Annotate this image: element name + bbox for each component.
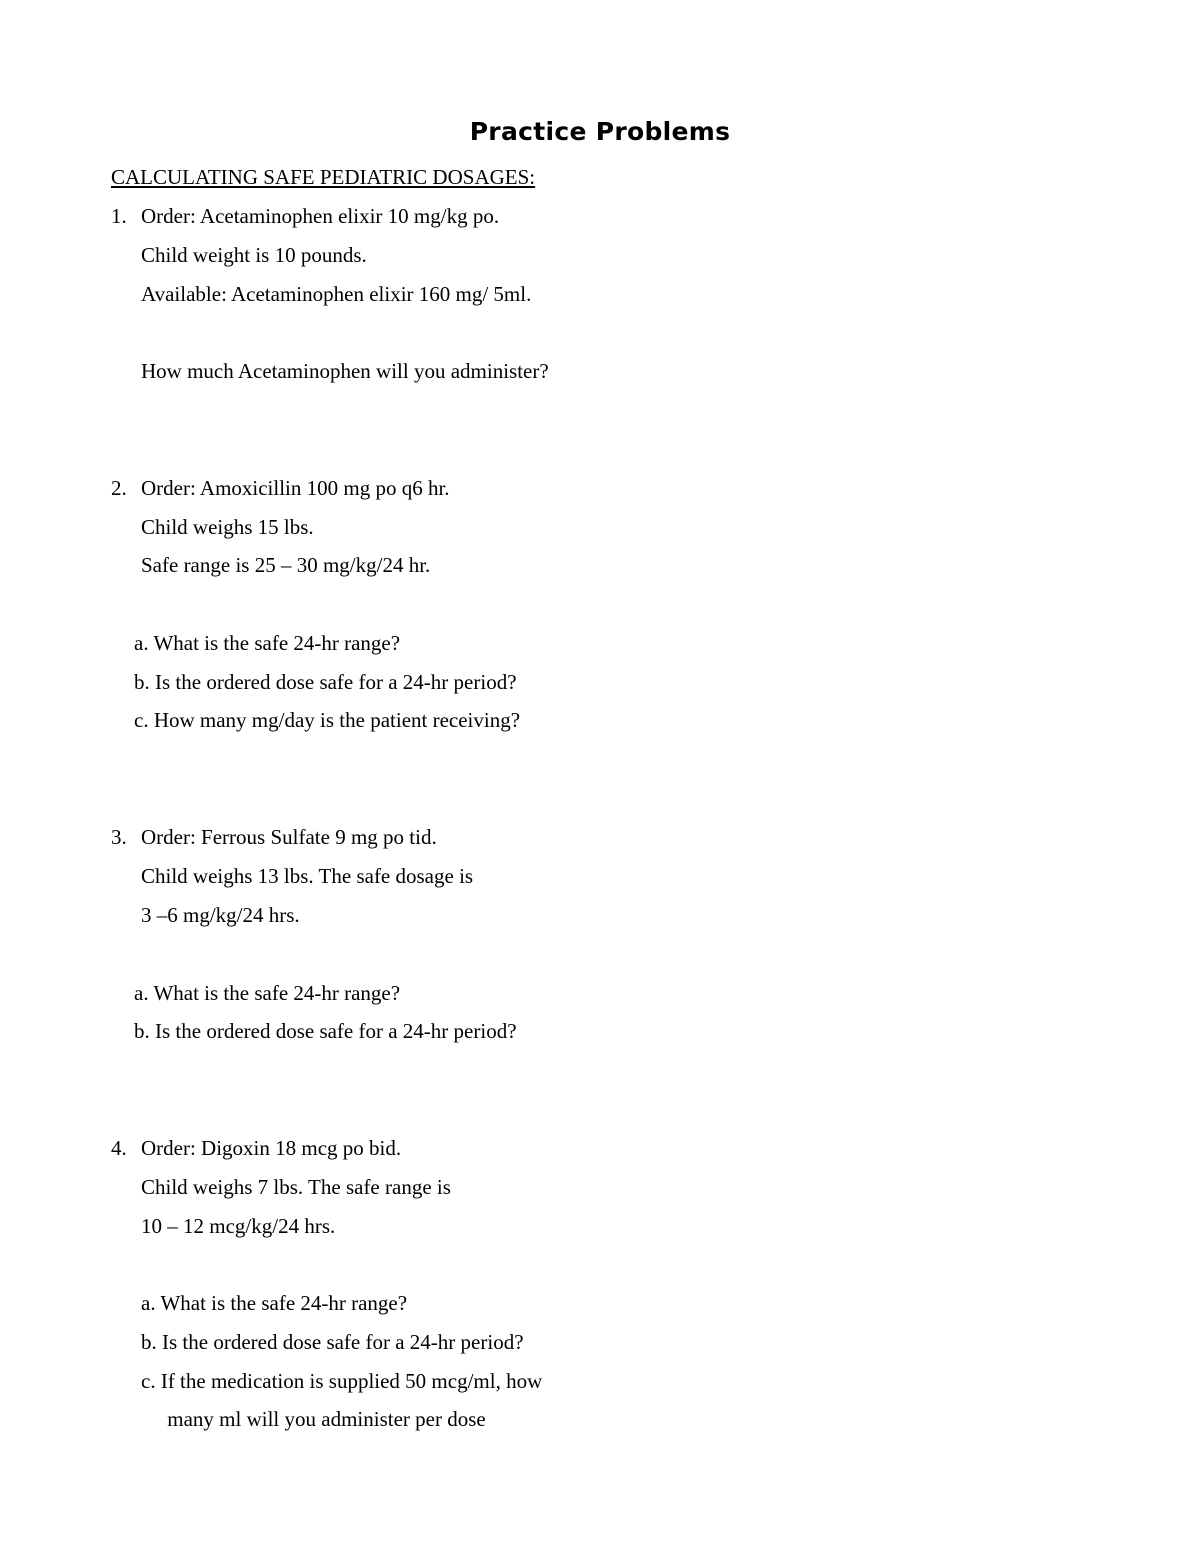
- problem-4-number: 4.: [111, 1136, 127, 1160]
- problem-4-safe-range: 10 – 12 mcg/kg/24 hrs.: [141, 1214, 336, 1238]
- problem-2-weight: Child weighs 15 lbs.: [141, 515, 314, 539]
- problem-1-order: Order: Acetaminophen elixir 10 mg/kg po.: [141, 204, 500, 228]
- problem-4-sub-b: b. Is the ordered dose safe for a 24-hr period?: [141, 1330, 524, 1354]
- problem-4-sub-c-continued: many ml will you administer per dose: [141, 1407, 486, 1431]
- problem-3-sub-b: b. Is the ordered dose safe for a 24-hr period?: [134, 1019, 517, 1043]
- section-heading: CALCULATING SAFE PEDIATRIC DOSAGES:: [111, 165, 536, 189]
- problem-3-number: 3.: [111, 825, 127, 849]
- problem-2-safe-range: Safe range is 25 – 30 mg/kg/24 hr.: [141, 553, 431, 577]
- problem-2-sub-b: b. Is the ordered dose safe for a 24-hr period?: [134, 670, 517, 694]
- problem-3-sub-a: a. What is the safe 24-hr range?: [134, 981, 401, 1005]
- problem-1-question: How much Acetaminophen will you administer?: [141, 359, 549, 383]
- problem-1-number: 1.: [111, 204, 127, 228]
- problem-4-sub-c: c. If the medication is supplied 50 mcg/ml, how: [141, 1369, 543, 1393]
- problem-2-sub-c: c. How many mg/day is the patient receiving?: [134, 708, 521, 732]
- problem-3-dosage: 3 –6 mg/kg/24 hrs.: [141, 903, 300, 927]
- problem-4-sub-a: a. What is the safe 24-hr range?: [141, 1291, 408, 1315]
- problem-4-weight: Child weighs 7 lbs. The safe range is: [141, 1175, 451, 1199]
- problem-2-sub-a: a. What is the safe 24-hr range?: [134, 631, 401, 655]
- problem-3-weight: Child weighs 13 lbs. The safe dosage is: [141, 864, 474, 888]
- page-title: Practice Problems: [469, 117, 731, 146]
- problem-2-order: Order: Amoxicillin 100 mg po q6 hr.: [141, 476, 450, 500]
- problem-1-available: Available: Acetaminophen elixir 160 mg/ 5ml.: [141, 282, 532, 306]
- problem-4-order: Order: Digoxin 18 mcg po bid.: [141, 1136, 402, 1160]
- problem-1-weight: Child weight is 10 pounds.: [141, 243, 367, 267]
- problem-3-order: Order: Ferrous Sulfate 9 mg po tid.: [141, 825, 437, 849]
- problem-2-number: 2.: [111, 476, 127, 500]
